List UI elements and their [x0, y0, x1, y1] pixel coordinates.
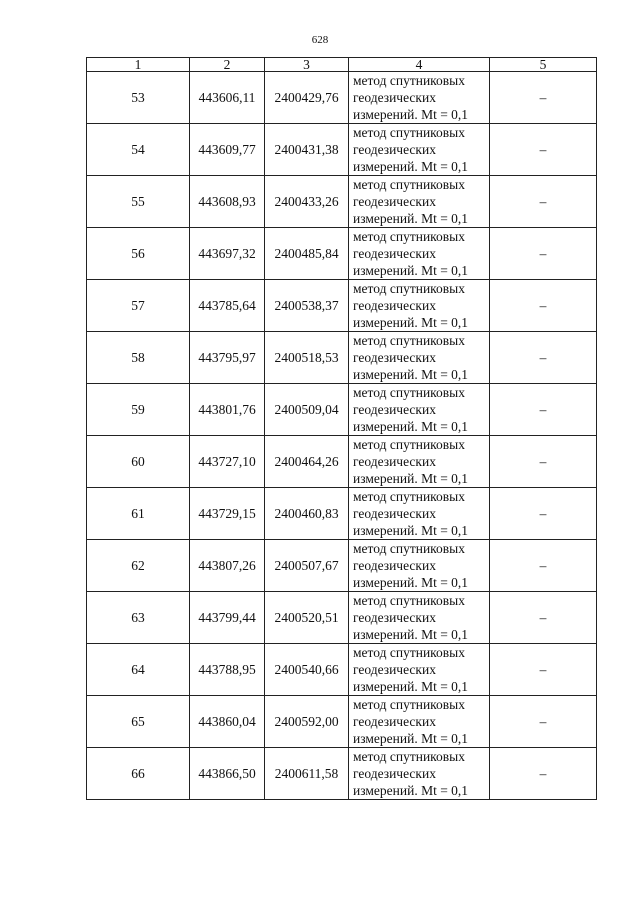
method-cell [349, 592, 490, 644]
method-line-1: метод спутниковых [353, 281, 465, 296]
note-cell: – [490, 72, 597, 124]
method-line-1: метод спутниковых [353, 541, 465, 556]
method-line-1: метод спутниковых [353, 333, 465, 348]
point-number-cell: 61 [87, 488, 190, 540]
method-cell [349, 696, 490, 748]
note-cell: – [490, 748, 597, 800]
method-cell [349, 332, 490, 384]
method-line-2: геодезических [353, 194, 436, 209]
method-line-3: измерений. Mt = 0,1 [353, 627, 469, 642]
note-cell: – [490, 176, 597, 228]
y-coordinate-cell: 2400431,38 [265, 124, 349, 176]
method-line-2: геодезических [353, 142, 436, 157]
table-row [87, 176, 597, 228]
x-coordinate-cell: 443795,97 [190, 332, 265, 384]
method-line-1: метод спутниковых [353, 749, 465, 764]
note-cell: – [490, 592, 597, 644]
point-number-cell: 55 [87, 176, 190, 228]
point-number-cell: 54 [87, 124, 190, 176]
x-coordinate-cell: 443609,77 [190, 124, 265, 176]
note-cell: – [490, 644, 597, 696]
method-line-2: геодезических [353, 610, 436, 625]
method-line-3: измерений. Mt = 0,1 [353, 471, 469, 486]
method-cell [349, 176, 490, 228]
table-row [87, 124, 597, 176]
method-line-3: измерений. Mt = 0,1 [353, 575, 469, 590]
method-line-3: измерений. Mt = 0,1 [353, 419, 469, 434]
x-coordinate-cell: 443697,32 [190, 228, 265, 280]
table-row [87, 280, 597, 332]
table-row [87, 384, 597, 436]
point-number-cell: 58 [87, 332, 190, 384]
y-coordinate-cell: 2400509,04 [265, 384, 349, 436]
method-cell [349, 540, 490, 592]
x-coordinate-cell: 443807,26 [190, 540, 265, 592]
method-cell [349, 748, 490, 800]
x-coordinate-cell: 443606,11 [190, 72, 265, 124]
table-row [87, 540, 597, 592]
method-cell [349, 280, 490, 332]
table-row [87, 592, 597, 644]
method-line-3: измерений. Mt = 0,1 [353, 679, 469, 694]
method-line-2: геодезических [353, 90, 436, 105]
method-line-3: измерений. Mt = 0,1 [353, 159, 469, 174]
table-row [87, 488, 597, 540]
point-number-cell: 65 [87, 696, 190, 748]
note-cell: – [490, 384, 597, 436]
method-line-3: измерений. Mt = 0,1 [353, 107, 469, 122]
note-cell: – [490, 124, 597, 176]
method-cell [349, 384, 490, 436]
method-line-3: измерений. Mt = 0,1 [353, 211, 469, 226]
y-coordinate-cell: 2400592,00 [265, 696, 349, 748]
point-number-cell: 56 [87, 228, 190, 280]
x-coordinate-cell: 443866,50 [190, 748, 265, 800]
header-col-2: 2 [190, 58, 265, 72]
point-number-cell: 62 [87, 540, 190, 592]
note-cell: – [490, 228, 597, 280]
method-line-2: геодезических [353, 662, 436, 677]
note-cell: – [490, 332, 597, 384]
table-row [87, 644, 597, 696]
method-cell [349, 488, 490, 540]
table-row [87, 696, 597, 748]
method-line-3: измерений. Mt = 0,1 [353, 523, 469, 538]
method-line-1: метод спутниковых [353, 229, 465, 244]
method-line-2: геодезических [353, 714, 436, 729]
x-coordinate-cell: 443788,95 [190, 644, 265, 696]
x-coordinate-cell: 443729,15 [190, 488, 265, 540]
y-coordinate-cell: 2400540,66 [265, 644, 349, 696]
y-coordinate-cell: 2400520,51 [265, 592, 349, 644]
header-col-3: 3 [265, 58, 349, 72]
method-cell [349, 644, 490, 696]
note-cell: – [490, 488, 597, 540]
method-line-3: измерений. Mt = 0,1 [353, 263, 469, 278]
method-line-1: метод спутниковых [353, 73, 465, 88]
method-line-1: метод спутниковых [353, 697, 465, 712]
y-coordinate-cell: 2400611,58 [265, 748, 349, 800]
method-line-1: метод спутниковых [353, 593, 465, 608]
y-coordinate-cell: 2400460,83 [265, 488, 349, 540]
header-col-1: 1 [87, 58, 190, 72]
method-line-1: метод спутниковых [353, 437, 465, 452]
method-cell [349, 228, 490, 280]
x-coordinate-cell: 443801,76 [190, 384, 265, 436]
method-line-3: измерений. Mt = 0,1 [353, 315, 469, 330]
header-col-5: 5 [490, 58, 597, 72]
note-cell: – [490, 696, 597, 748]
method-line-1: метод спутниковых [353, 177, 465, 192]
method-line-3: измерений. Mt = 0,1 [353, 367, 469, 382]
x-coordinate-cell: 443608,93 [190, 176, 265, 228]
method-line-2: геодезических [353, 766, 436, 781]
method-cell [349, 124, 490, 176]
method-cell [349, 436, 490, 488]
method-line-3: измерений. Mt = 0,1 [353, 731, 469, 746]
x-coordinate-cell: 443785,64 [190, 280, 265, 332]
coordinates-table [86, 57, 597, 800]
y-coordinate-cell: 2400464,26 [265, 436, 349, 488]
point-number-cell: 60 [87, 436, 190, 488]
method-line-2: геодезических [353, 298, 436, 313]
method-line-2: геодезических [353, 506, 436, 521]
table-row [87, 748, 597, 800]
note-cell: – [490, 280, 597, 332]
point-number-cell: 53 [87, 72, 190, 124]
method-line-1: метод спутниковых [353, 489, 465, 504]
method-line-2: геодезических [353, 454, 436, 469]
y-coordinate-cell: 2400538,37 [265, 280, 349, 332]
table-header [87, 58, 597, 72]
method-line-3: измерений. Mt = 0,1 [353, 783, 469, 798]
table-row [87, 436, 597, 488]
method-line-1: метод спутниковых [353, 645, 465, 660]
method-line-2: геодезических [353, 402, 436, 417]
y-coordinate-cell: 2400433,26 [265, 176, 349, 228]
point-number-cell: 57 [87, 280, 190, 332]
note-cell: – [490, 436, 597, 488]
table-row [87, 228, 597, 280]
method-line-1: метод спутниковых [353, 385, 465, 400]
point-number-cell: 59 [87, 384, 190, 436]
page-number: 628 [311, 34, 329, 46]
method-cell [349, 72, 490, 124]
x-coordinate-cell: 443799,44 [190, 592, 265, 644]
table-row [87, 332, 597, 384]
x-coordinate-cell: 443860,04 [190, 696, 265, 748]
point-number-cell: 66 [87, 748, 190, 800]
table-row [87, 72, 597, 124]
method-line-1: метод спутниковых [353, 125, 465, 140]
header-row [87, 58, 597, 72]
method-line-2: геодезических [353, 558, 436, 573]
point-number-cell: 63 [87, 592, 190, 644]
note-cell: – [490, 540, 597, 592]
y-coordinate-cell: 2400507,67 [265, 540, 349, 592]
y-coordinate-cell: 2400518,53 [265, 332, 349, 384]
table-body [87, 72, 597, 800]
method-line-2: геодезических [353, 350, 436, 365]
y-coordinate-cell: 2400485,84 [265, 228, 349, 280]
method-line-2: геодезических [353, 246, 436, 261]
header-col-4: 4 [349, 58, 490, 72]
point-number-cell: 64 [87, 644, 190, 696]
x-coordinate-cell: 443727,10 [190, 436, 265, 488]
y-coordinate-cell: 2400429,76 [265, 72, 349, 124]
